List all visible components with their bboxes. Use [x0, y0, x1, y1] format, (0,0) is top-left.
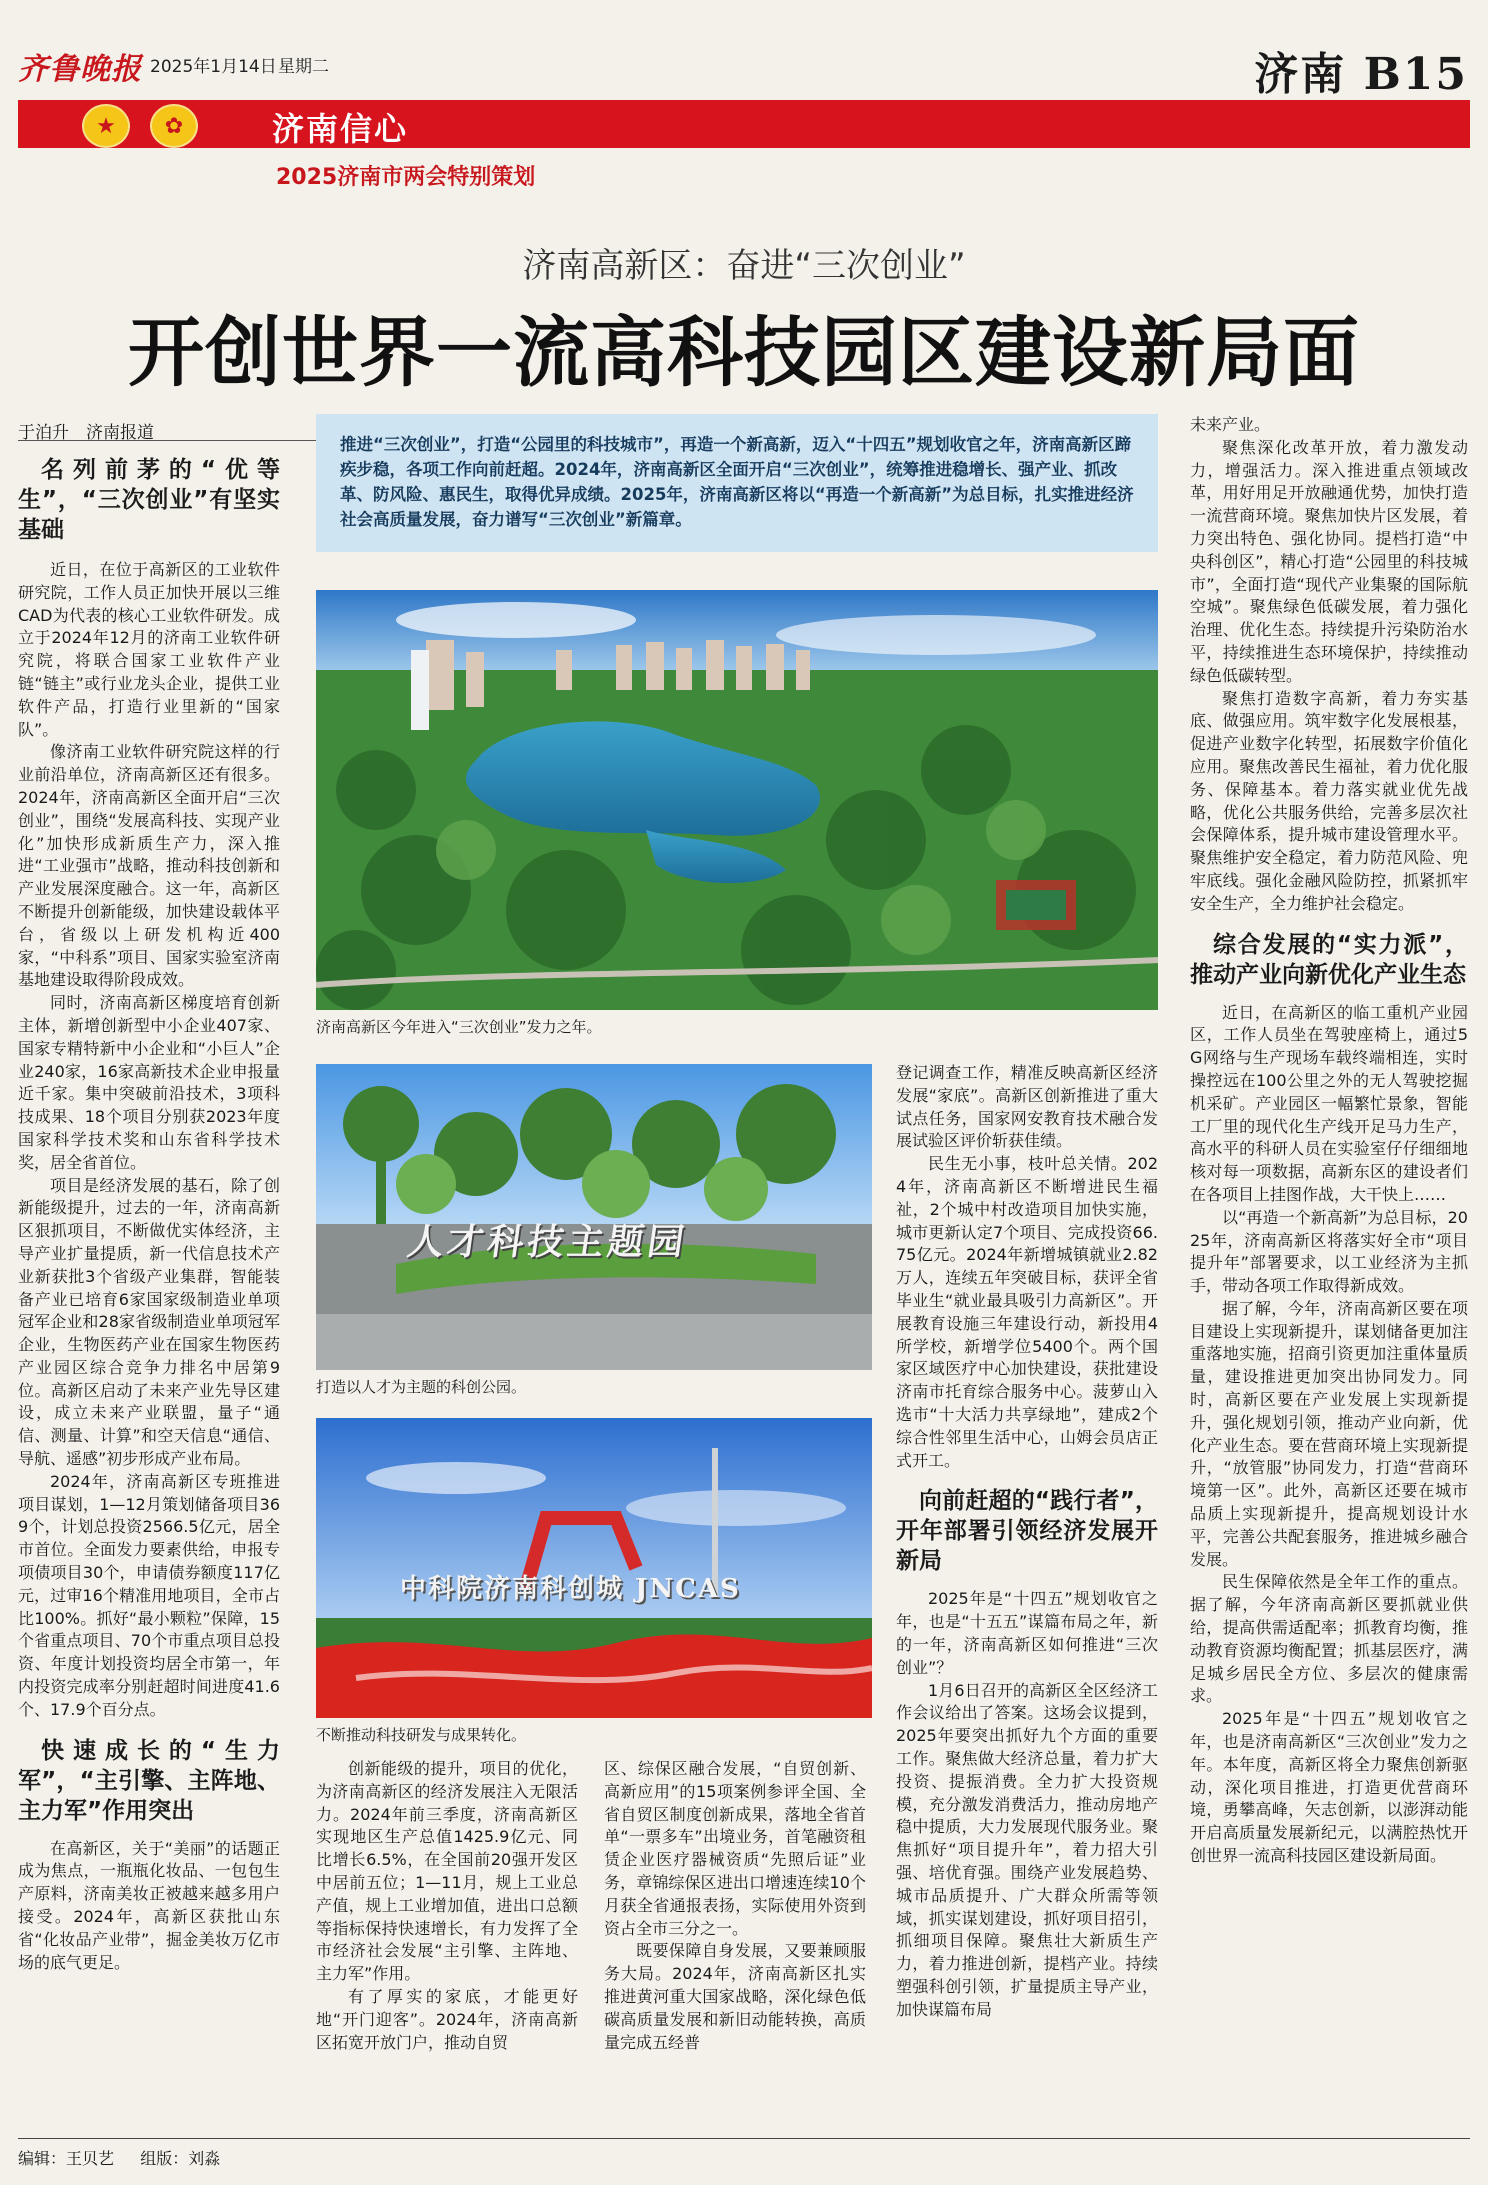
paragraph: 像济南工业软件研究院这样的行业前沿单位，济南高新区还有很多。2024年，济南高新区全面开启“三次创业”，围绕“发展高科技、实现产业化”加快形成新质生产力，深入推进“工业强市”战略，推动科技创新和产业发展深度融合。这一年，高新区不断提升创新能级，加快建设载体平台，省级以上研发机构近400家，“中科系”项目、国家实验室济南基地建设取得阶段成效。	[18, 742, 280, 990]
page-number: 济南 B15	[1254, 49, 1468, 100]
subhead-4: 综合发展的“实力派”，推动产业向新优化产业生态	[1190, 931, 1468, 988]
paragraph: 2025年是“十四五”规划收官之年，也是“十五五”谋篇布局之年，新的一年，济南高新区如何推进“三次创业”？	[896, 1589, 1158, 1677]
lead-paragraph: 推进“三次创业”，打造“公园里的科技城市”，再造一个新高新，迈入“十四五”规划收官之年，济南高新区蹄疾步稳，各项工作向前赶超。2024年，济南高新区全面开启“三次创业”，统筹推进稳增长、强产业、抓改革、防风险、惠民生，取得优异成绩。2025年，济南高新区将以“再造一个新高新”为总目标，扎实推进经济社会高质量发展，奋力谱写“三次创业”新篇章。	[316, 414, 1158, 552]
footer-divider	[18, 2138, 1470, 2139]
national-emblem-icon: ★	[82, 104, 130, 148]
paragraph: 同时，济南高新区梯度培育创新主体，新增创新型中小企业407家、国家专精特新中小企业和“小巨人”企业240家，16家高新技术企业申报量近千家。集中突破前沿技术，3项科技成果、18个项目分别获2023年度国家科学技术奖和山东省科学技术奖，居全省首位。	[18, 993, 280, 1172]
paragraph: 聚焦深化改革开放，着力激发动力，增强活力。深入推进重点领域改革，用好用足开放融通优势，加快打造一流营商环境。聚焦加快片区发展，着力突出特色、强化协同。提档打造“中央科创区”，精心打造“公园里的科技城市”，全面打造“现代产业集聚的国际航空城”。聚焦绿色低碳发展，着力强化治理、优化生态。持续提升污染防治水平，持续推进生态环境保护，持续推动绿色低碳转型。	[1190, 437, 1468, 685]
paragraph: 据了解，今年，济南高新区要在项目建设上实现新提升，谋划储备更加注重落地实施，招商引资更加注重体量质量，建设推进更加突出协同发力。同时，高新区要在产业发展上实现新提升，强化规划引领，推动产业向新，优化产业生态。要在营商环境上实现新提升，“放管服”协同发力，打造“营商环境第一区”。此外，高新区还要在城市品质上实现新提升，提高规划设计水平，完善公共配套服务，推进城乡融合发展。	[1190, 1298, 1468, 1569]
paragraph: 近日，在高新区的临工重机产业园区，工作人员坐在驾驶座椅上，通过5G网络与生产现场车载终端相连，实时操控远在100公里之外的无人驾驶挖掘机采矿。产业园区一幅繁忙景象，智能工厂里的现代化生产线开足马力生产，高水平的科研人员在实验室仔仔细细地核对每一项数据，高新东区的建设者们在各项目上挂图作战，大干快上……	[1190, 1002, 1468, 1204]
aerial-park-photo	[316, 590, 1158, 1010]
layout-credit: 组版：刘淼	[140, 2149, 221, 2168]
paragraph: 2024年，济南高新区专班推进项目谋划，1—12月策划储备项目369个，计划总投资2566.5亿元，居全市首位。全面发力要素供给，申报专项债项目30个，申请债券额度117亿元，过审16个精准用地项目，全市占比100%。抓好“最小颗粒”保障，15个省重点项目、70个市重点项目总投资、年度计划投资均居全市第一，年内投资完成率分别赶超时间进度41.6个、17.9个百分点。	[18, 1471, 280, 1719]
subhead-1: 名列前茅的“优等生”，“三次创业”有坚实基础	[18, 457, 280, 543]
section-title: 济南信心	[272, 110, 409, 148]
cppcc-emblem-icon: ✿	[150, 104, 198, 148]
paragraph: 有了厚实的家底，才能更好地“开门迎客”。2024年，济南高新区拓宽开放门户，推动自贸	[316, 1986, 578, 2052]
issue-date: 2025年1月14日	[150, 57, 277, 77]
paragraph: 以“再造一个新高新”为总目标，2025年，济南高新区将落实好全市“项目提升年”部署要求，以工业经济为主抓手，带动各项工作取得新成效。	[1190, 1207, 1468, 1296]
park-photo-caption: 打造以人才为主题的科创公园。	[316, 1378, 527, 1396]
park-sign-text: 人才科技主题园	[404, 1221, 691, 1263]
main-photo-caption: 济南高新区今年进入“三次创业”发力之年。	[316, 1018, 602, 1036]
byline: 于泊升 济南报道	[18, 423, 154, 443]
byline-divider	[18, 440, 316, 441]
paragraph: 创新能级的提升，项目的优化，为济南高新区的经济发展注入无限活力。2024年前三季度，济南高新区实现地区生产总值1425.9亿元、同比增长6.5%，在全国前20强开发区中居前五位；1—11月，规上工业总产值，规上工业增加值，进出口总额等指标保持快速增长，有力发挥了全市经济社会发展“主引擎、主阵地、主力军”作用。	[316, 1759, 578, 1984]
expo-photo-caption: 不断推动科技研发与成果转化。	[316, 1726, 527, 1744]
paragraph: 民生保障依然是全年工作的重点。据了解，今年济南高新区要抓就业供给，提高供需适配率；抓教育均衡，推动教育资源均衡配置；抓基层医疗，满足城乡居民全方位、多层次的健康需求。	[1190, 1572, 1468, 1706]
editor-credit: 编辑：王贝艺	[18, 2149, 115, 2168]
paragraph: 未来产业。	[1190, 415, 1271, 434]
paragraph: 聚焦打造数字高新，着力夯实基底、做强应用。筑牢数字化发展根基，促进产业数字化转型，拓展数字价值化应用。聚焦改善民生福祉，着力优化服务、保障基本。着力落实就业优先战略，优化公共服务供给，完善多层次社会保障体系，提升城市建设管理水平。聚焦维护安全稳定，着力防范风险、兜牢底线。强化金融风险防控，抓紧抓牢安全生产，全力维护社会稳定。	[1190, 688, 1468, 913]
column-3	[604, 1758, 866, 2054]
paragraph: 民生无小事，枝叶总关情。2024年，济南高新区不断增进民生福祉，2个城中村改造项目加快实施，城市更新认定7个项目、完成投资66.75亿元。2024年新增城镇就业2.82万人，连续五年突破目标，获评全省毕业生“就业最具吸引力高新区”。开展教育设施三年建设行动，新投用4所学校，新增学位5400个。两个国家区域医疗中心加快建设，获批建设济南市托育综合服务中心。菠萝山入选市“十大活力共享绿地”，建成2个综合性邻里生活中心，山姆会员店正式开工。	[896, 1154, 1158, 1470]
paragraph: 在高新区，关于“美丽”的话题正成为焦点，一瓶瓶化妆品、一包包生产原料，济南美妆正被越来越多用户接受。2024年，高新区获批山东省“化妆品产业带”，掘金美妆万亿市场的底气更足。	[18, 1838, 280, 1972]
paragraph: 项目是经济发展的基石，除了创新能级提升，过去的一年，济南高新区狠抓项目，不断做优实体经济，主导产业扩量提质，新一代信息技术产业新获批3个省级产业集群，智能装备产业已培育6家国家级制造业单项冠军企业和28家省级制造业单项冠军企业，生物医药产业在国家生物医药产业园区综合竞争力排名中居第9位。高新区启动了未来产业先导区建设，成立未来产业联盟，量子“通信、测量、计算”和空天信息“通信、导航、遥感”初步形成产业布局。	[18, 1175, 280, 1469]
subhead-2: 快速成长的“生力军”，“主引擎、主阵地、主力军”作用突出	[18, 1737, 280, 1824]
special-feature-label: 2025济南市两会特别策划	[276, 165, 536, 190]
expo-sign-text: 中科院济南科创城 JNCAS	[400, 1574, 741, 1604]
paragraph: 2025年是“十四五”规划收官之年，也是济南高新区“三次创业”发力之年。本年度，高新区将全力聚焦创新驱动，深化项目推进，打造更优营商环境，勇攀高峰，矢志创新，以澎湃动能开启高质量发展新纪元，以满腔热忱开创世界一流高科技园区建设新局面。	[1190, 1709, 1468, 1866]
column-4	[896, 1062, 1158, 2021]
subhead-3: 向前赶超的“践行者”，开年部署引领经济发展开新局	[896, 1488, 1158, 1575]
paragraph: 近日，在位于高新区的工业软件研究院，工作人员正加快开展以三维CAD为代表的核心工业软件研发。成立于2024年12月的济南工业软件研究院，将联合国家工业软件产业链“链主”或行业龙头企业，提供工业软件产品，打造行业里新的“国家队”。	[18, 560, 280, 739]
column-2	[316, 1758, 578, 2054]
article-headline: 开创世界一流高科技园区建设新局面	[128, 308, 1360, 397]
footer-credits	[18, 2146, 220, 2169]
paragraph: 登记调查工作，精准反映高新区经济发展“家底”。高新区创新推进了重大试点任务，国家网安教育技术融合发展试验区评价斩获佳绩。	[896, 1063, 1158, 1151]
column-1	[18, 455, 280, 1974]
paragraph: 1月6日召开的高新区全区经济工作会议给出了答案。这场会议提到，2025年要突出抓好九个方面的重要工作。聚焦做大经济总量，着力扩大投资、提振消费。全力扩大投资规模，充分激发消费活力，推动房地产稳中提质，大力发展现代服务业。聚焦抓好“项目提升年”，着力招大引强、培优育强。围绕产业发展趋势、城市品质提升、广大群众所需等领域，抓实谋划建设，抓好项目招引，抓细项目保障。聚焦壮大新质生产力，着力推进创新，提档产业。持续塑强科创引领，扩量提质主导产业，加快谋篇布局	[896, 1680, 1158, 2019]
park-photo	[316, 1064, 872, 1370]
paragraph: 既要保障自身发展，又要兼顾服务大局。2024年，济南高新区扎实推进黄河重大国家战略，深化绿色低碳高质量发展和新旧动能转换，高质量完成五经普	[604, 1941, 866, 2052]
expo-photo	[316, 1418, 872, 1718]
article-subtitle: 济南高新区：奋进“三次创业”	[522, 246, 966, 286]
paragraph: 区、综保区融合发展，“自贸创新、高新应用”的15项案例参评全国、全省自贸区制度创新成果，落地全省首单“一票多车”出境业务，首笔融资租赁企业医疗器械资质“先照后证”业务，章锦综保区进出口增速连续10个月获全省通报表扬，实际使用外资到资占全市三分之一。	[604, 1759, 866, 1938]
column-5	[1190, 414, 1468, 1868]
issue-weekday: 星期二	[278, 57, 329, 77]
section-banner	[18, 100, 1470, 148]
newspaper-logo: 齐鲁晚报	[18, 52, 142, 87]
